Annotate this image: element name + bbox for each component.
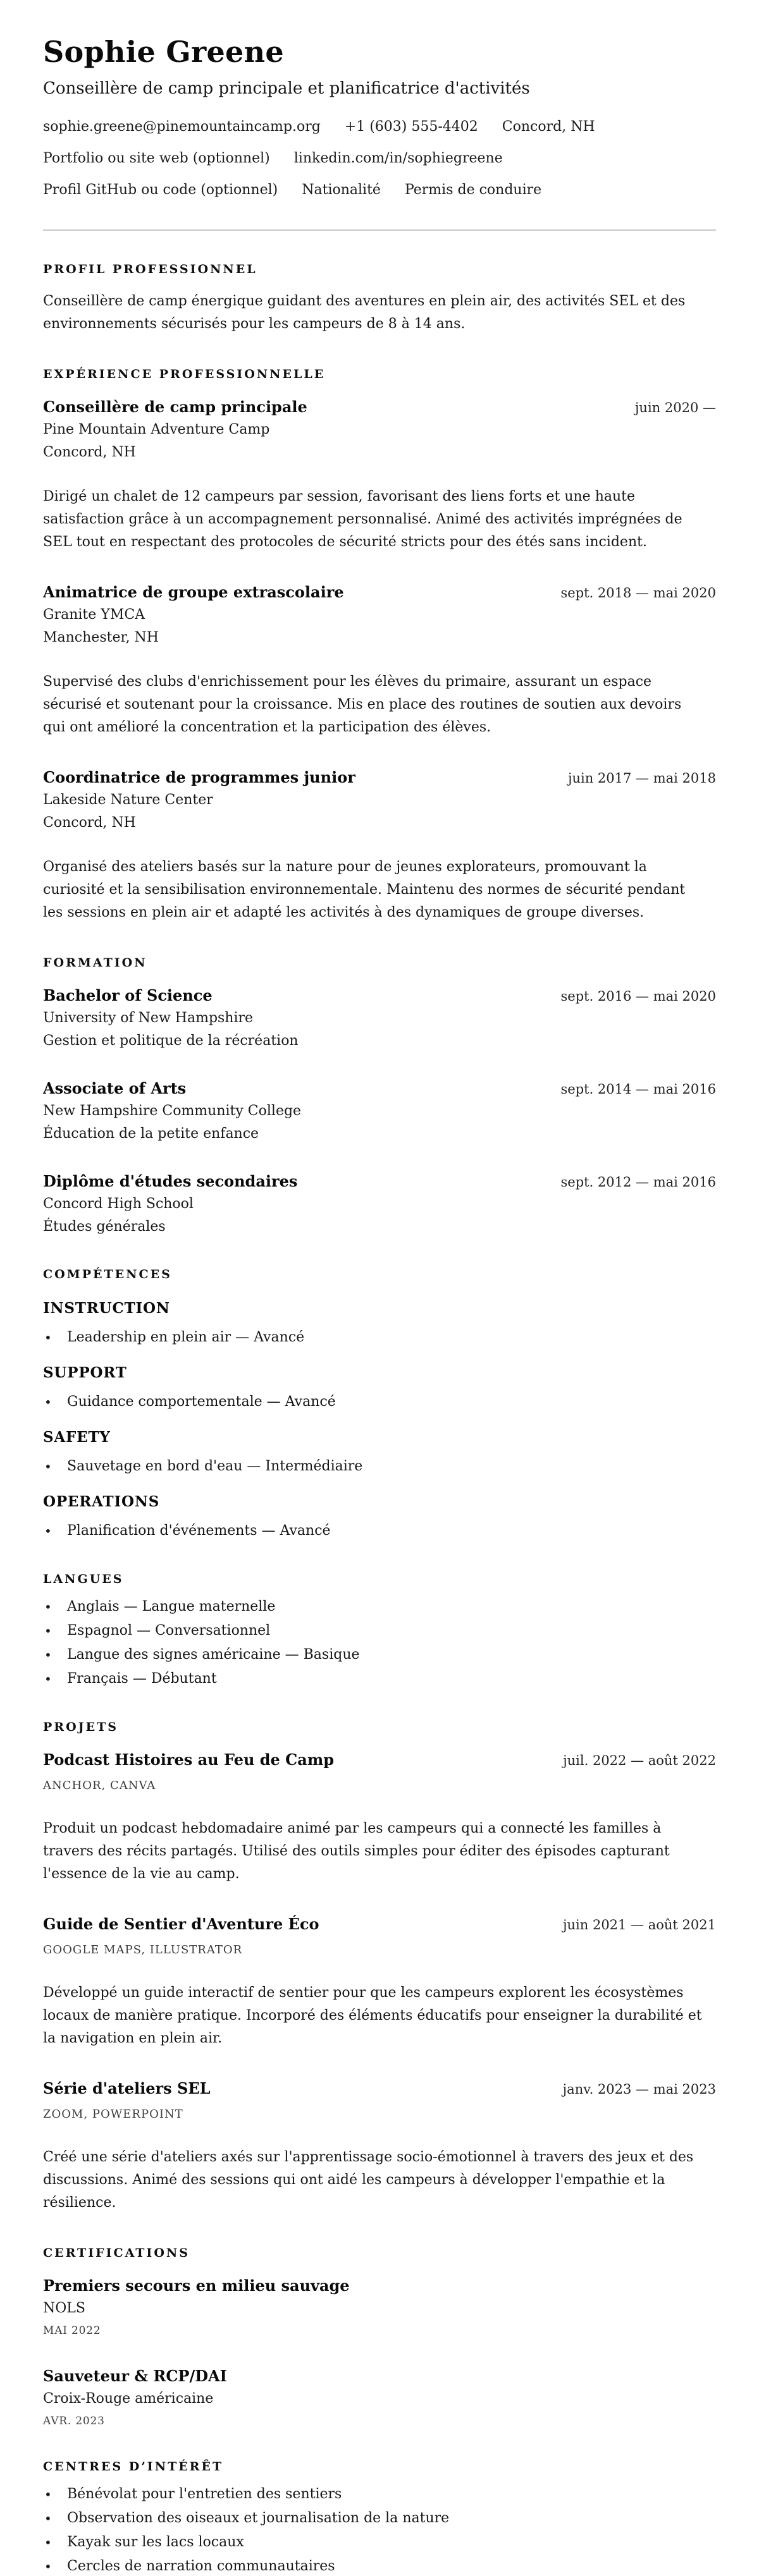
education-entry — [43, 1079, 716, 1143]
language-item: • Anglais — Langue maternelle — [43, 1597, 716, 1616]
field-of-study: Éducation de la petite enfance — [43, 1126, 259, 1142]
project-description: Développé un guide interactif de sentier pour que les campeurs explorent les écosystèmes locaux de manière pratique. Incorporé des éléments éducatifs pour enseigner la durabilité et la navigation en plein air. — [43, 1985, 702, 2046]
skills-heading: COMPÉTENCES — [43, 1267, 172, 1281]
certification-name: Sauveteur & RCP/DAI — [43, 2367, 227, 2385]
job-dates: juin 2017 — mai 2018 — [567, 771, 716, 786]
project-description: Produit un podcast hebdomadaire animé par les campeurs qui a connecté les familles à travers des récits partagés. Utilisé des outils simples pour éditer des épisodes capturant l'essence de la vie au camp. — [43, 1821, 670, 1882]
contact-row-3 — [43, 181, 716, 199]
education-dates: sept. 2014 — mai 2016 — [560, 1082, 716, 1097]
projects-heading: PROJETS — [43, 1720, 118, 1734]
field-of-study: Études générales — [43, 1219, 166, 1235]
project-entry — [43, 1915, 716, 2050]
skill-list — [43, 1393, 716, 1412]
project-tools: ANCHOR, CANVA — [43, 1779, 156, 1792]
section-interests — [43, 2458, 716, 2576]
certification-issuer: Croix-Rouge américaine — [43, 2391, 214, 2407]
degree-title: Bachelor of Science — [43, 986, 213, 1004]
field-of-study: Gestion et politique de la récréation — [43, 1033, 299, 1049]
github-text: Profil GitHub ou code (optionnel) — [43, 182, 278, 198]
education-entry — [43, 1172, 716, 1236]
project-name: Série d'ateliers SEL — [43, 2079, 211, 2097]
certification-entry — [43, 2367, 716, 2428]
interest-item: • Cercles de narration communautaires — [43, 2557, 716, 2576]
school-name: University of New Hampshire — [43, 1010, 254, 1026]
certification-entry — [43, 2276, 716, 2338]
skill-item: • Sauvetage en bord d'eau — Intermédiaire — [43, 1457, 716, 1476]
skill-category: SUPPORT — [43, 1364, 127, 1381]
skill-item: • Guidance comportementale — Avancé — [43, 1393, 716, 1412]
education-dates: sept. 2012 — mai 2016 — [560, 1175, 716, 1190]
skill-category: OPERATIONS — [43, 1493, 160, 1510]
email-text: sophie.greene@pinemountaincamp.org — [43, 119, 321, 135]
education-entry — [43, 986, 716, 1050]
section-languages — [43, 1571, 716, 1688]
section-profile — [43, 261, 716, 336]
skill-category: SAFETY — [43, 1429, 111, 1446]
project-tools: ZOOM, POWERPOINT — [43, 2108, 183, 2121]
project-entry — [43, 1750, 716, 1886]
interests-heading: CENTRES D’INTÉRÊT — [43, 2460, 224, 2474]
job-description: Supervisé des clubs d'enrichissement pour les élèves du primaire, assurant un espace sécurisé et soutenant pour la croissance. Mis en place des routines de soutien aux devoirs qui ont amélioré la concentration et la participation des élèves. — [43, 674, 682, 735]
location-text: Concord, NH — [502, 119, 595, 135]
contact-row-1 — [43, 118, 716, 136]
job-company: Granite YMCA — [43, 607, 145, 623]
certification-issuer: NOLS — [43, 2300, 85, 2316]
header-divider — [43, 229, 716, 231]
language-item: • Langue des signes américaine — Basique — [43, 1645, 716, 1664]
person-headline: Conseillère de camp principale et planificatrice d'activités — [43, 79, 530, 98]
job-description: Organisé des ateliers basés sur la nature pour de jeunes explorateurs, promouvant la curiosité et la sensibilisation environnementale. Maintenu des normes de sécurité pendant les sessions en plein air et adapté les activités à des dynamiques de groupe diverses. — [43, 859, 686, 920]
project-entry — [43, 2079, 716, 2214]
interest-list — [43, 2485, 716, 2576]
education-dates: sept. 2016 — mai 2020 — [560, 989, 716, 1004]
school-name: New Hampshire Community College — [43, 1103, 302, 1119]
section-education — [43, 955, 716, 1236]
interest-item: • Bénévolat pour l'entretien des sentiers — [43, 2485, 716, 2504]
skill-list — [43, 1328, 716, 1347]
project-name: Guide de Sentier d'Aventure Éco — [43, 1915, 319, 1933]
project-dates: juin 2021 — août 2021 — [563, 1917, 716, 1932]
profile-text: Conseillère de camp énergique guidant des aventures en plein air, des activités SEL et des environnements sécurisés pour les campeurs de 8 à 14 ans. — [43, 293, 686, 332]
nationality-text: Nationalité — [302, 182, 381, 198]
section-experience — [43, 366, 716, 924]
person-name: Sophie Greene — [43, 35, 284, 69]
interest-item: • Kayak sur les lacs locaux — [43, 2533, 716, 2552]
language-item: • Espagnol — Conversationnel — [43, 1621, 716, 1640]
skill-list — [43, 1457, 716, 1476]
certification-date: AVR. 2023 — [43, 2415, 105, 2427]
job-title: Conseillère de camp principale — [43, 398, 307, 416]
degree-title: Diplôme d'études secondaires — [43, 1172, 298, 1190]
project-description: Créé une série d'ateliers axés sur l'apprentissage socio-émotionnel à travers des jeux et des discussions. Animé des sessions qui ont aidé les campeurs à développer l'empathie et la résilience. — [43, 2149, 694, 2211]
job-dates: juin 2020 — — [634, 400, 716, 415]
job-location: Concord, NH — [43, 444, 136, 460]
skill-list — [43, 1522, 716, 1541]
project-dates: juil. 2022 — août 2022 — [563, 1753, 716, 1768]
contact-row-2 — [43, 150, 716, 168]
skill-item: • Leadership en plein air — Avancé — [43, 1328, 716, 1347]
phone-text: +1 (603) 555-4402 — [344, 119, 478, 135]
job-company: Lakeside Nature Center — [43, 792, 213, 808]
project-tools: GOOGLE MAPS, ILLUSTRATOR — [43, 1943, 243, 1956]
experience-entry — [43, 398, 716, 554]
project-dates: janv. 2023 — mai 2023 — [562, 2082, 716, 2097]
languages-heading: LANGUES — [43, 1572, 124, 1586]
degree-title: Associate of Arts — [43, 1079, 187, 1097]
experience-entry — [43, 583, 716, 739]
driving-license-text: Permis de conduire — [404, 182, 542, 198]
certification-name: Premiers secours en milieu sauvage — [43, 2276, 350, 2295]
experience-entry — [43, 768, 716, 924]
section-projects — [43, 1719, 716, 2214]
job-dates: sept. 2018 — mai 2020 — [560, 585, 716, 601]
project-name: Podcast Histoires au Feu de Camp — [43, 1750, 334, 1769]
language-list — [43, 1597, 716, 1688]
profile-heading: PROFIL PROFESSIONNEL — [43, 262, 257, 276]
school-name: Concord High School — [43, 1196, 194, 1212]
portfolio-text: Portfolio ou site web (optionnel) — [43, 150, 270, 166]
job-title: Animatrice de groupe extrascolaire — [43, 583, 344, 601]
certification-date: MAI 2022 — [43, 2324, 101, 2337]
job-title: Coordinatrice de programmes junior — [43, 768, 355, 786]
experience-heading: EXPÉRIENCE PROFESSIONNELLE — [43, 367, 326, 381]
resume-header — [43, 35, 716, 231]
job-description: Dirigé un chalet de 12 campeurs par session, favorisant des liens forts et une haute satisfaction grâce à un accompagnement personnalisé. Animé des activités imprégnées de SEL tout en respectant des protocoles de sécurité stricts pour des étés sans incident. — [43, 489, 682, 550]
certifications-heading: CERTIFICATIONS — [43, 2246, 190, 2260]
job-location: Concord, NH — [43, 815, 136, 831]
interest-item: • Observation des oiseaux et journalisation de la nature — [43, 2509, 716, 2528]
linkedin-text: linkedin.com/in/sophiegreene — [293, 150, 503, 166]
section-skills — [43, 1266, 716, 1541]
skill-category: INSTRUCTION — [43, 1300, 170, 1317]
skill-item: • Planification d'événements — Avancé — [43, 1522, 716, 1541]
section-certifications — [43, 2245, 716, 2428]
job-company: Pine Mountain Adventure Camp — [43, 422, 270, 437]
language-item: • Français — Débutant — [43, 1670, 716, 1688]
job-location: Manchester, NH — [43, 630, 159, 645]
education-heading: FORMATION — [43, 956, 147, 970]
